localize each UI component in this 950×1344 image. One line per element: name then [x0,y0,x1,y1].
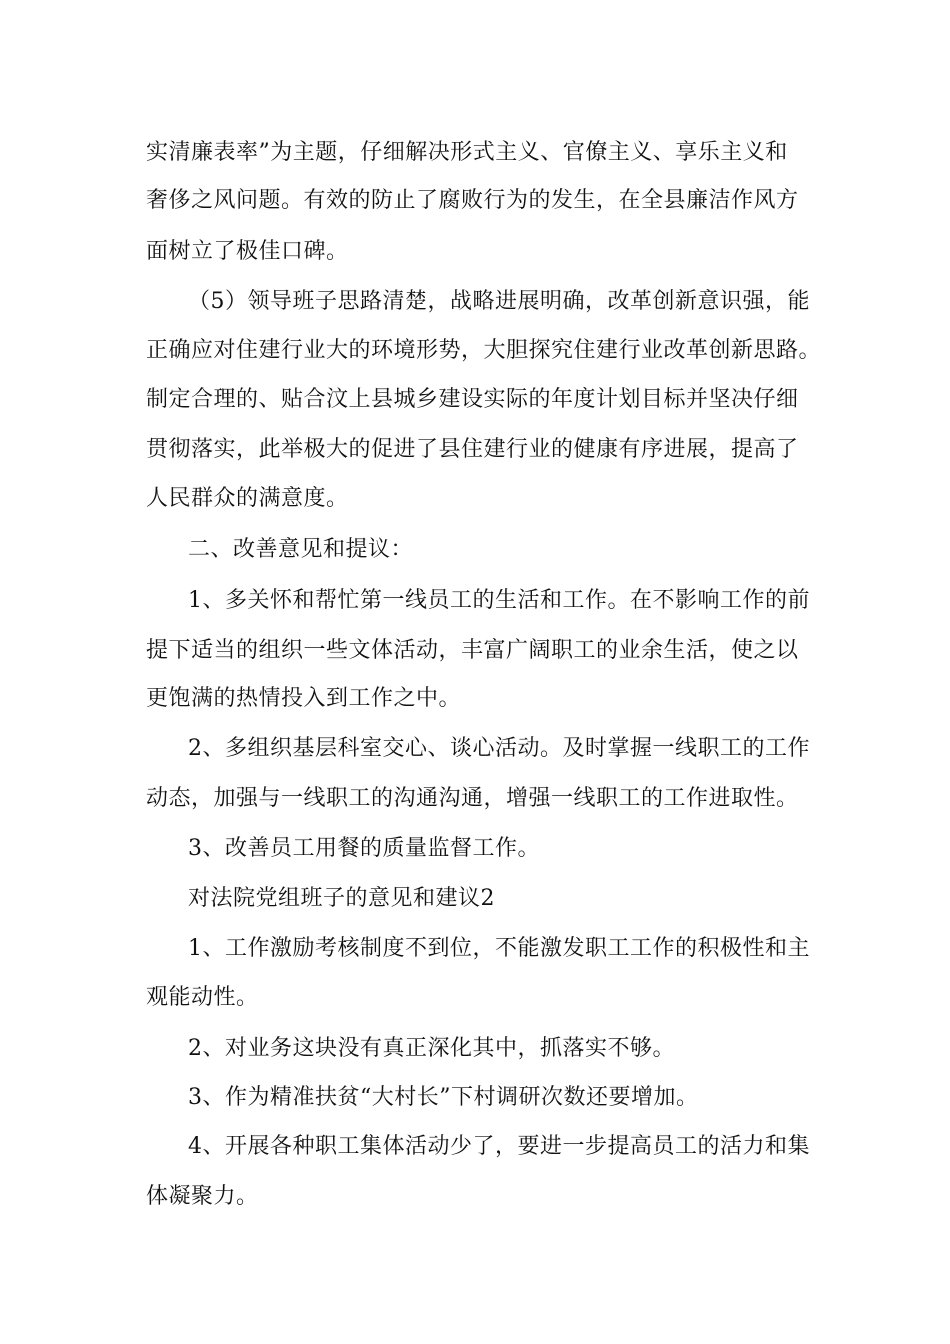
text-line: 3、改善员工用餐的质量监督工作。 [188,836,540,861]
text-line: 正确应对住建行业大的环境形势，大胆探究住建行业改革创新思路。 [146,338,822,363]
text-line: 体凝聚力。 [146,1184,259,1209]
text-line: 实清廉表率”为主题，仔细解决形式主义、官僚主义、享乐主义和 [146,140,788,165]
text-line: 4、开展各种职工集体活动少了，要进一步提高员工的活力和集 [188,1134,810,1159]
text-line: （5）领导班子思路清楚，战略进展明确，改革创新意识强，能 [188,289,810,314]
text-line: 制定合理的、贴合汶上县城乡建设实际的年度计划目标并坚决仔细 [146,387,799,412]
text-line: 面树立了极佳口碑。 [146,239,349,264]
text-line: 奢侈之风问题。有效的防止了腐败行为的发生，在全县廉洁作风方 [146,188,799,213]
text-line: 人民群众的满意度。 [146,486,349,511]
text-line: 1、工作激励考核制度不到位，不能激发职工工作的积极性和主 [188,936,810,961]
text-line: 更饱满的热情投入到工作之中。 [146,686,462,711]
section-heading: 对法院党组班子的意见和建议2 [188,886,495,911]
text-line: 3、作为精准扶贫“大村长”下村调研次数还要增加。 [188,1085,699,1110]
section-heading: 二、改善意见和提议： [188,537,414,562]
text-line: 贯彻落实，此举极大的促进了县住建行业的健康有序进展，提高了 [146,437,799,462]
text-line: 2、多组织基层科室交心、谈心活动。及时掌握一线职工的工作 [188,736,810,761]
text-line: 提下适当的组织一些文体活动，丰富广阔职工的业余生活，使之以 [146,638,799,663]
text-line: 动态，加强与一线职工的沟通沟通，增强一线职工的工作进取性。 [146,786,799,811]
text-line: 观能动性。 [146,985,259,1010]
text-line: 2、对业务这块没有真正深化其中，抓落实不够。 [188,1036,675,1061]
text-line: 1、多关怀和帮忙第一线员工的生活和工作。在不影响工作的前 [188,588,810,613]
